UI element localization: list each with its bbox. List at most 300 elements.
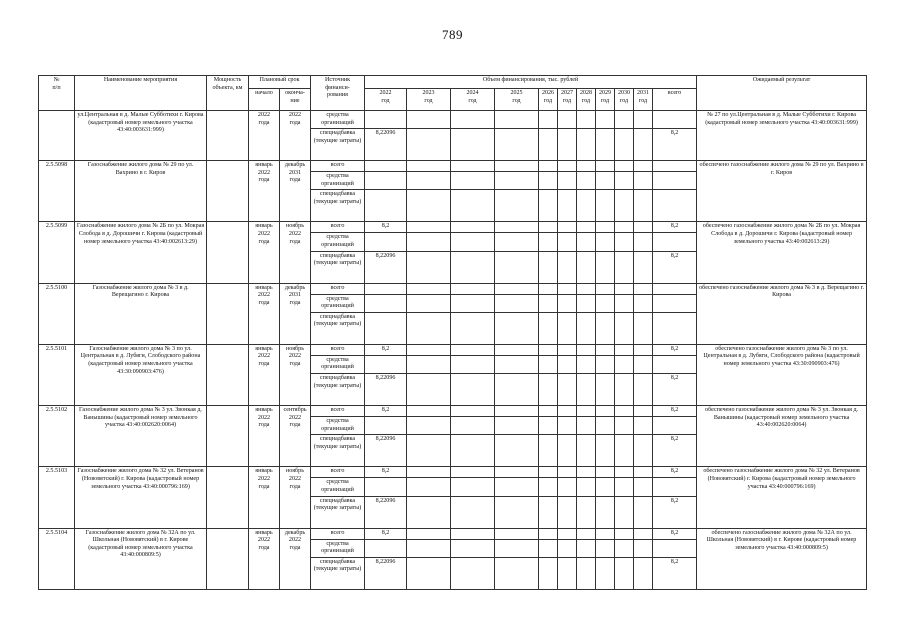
year-value bbox=[558, 129, 577, 161]
year-value: 8,2 bbox=[365, 344, 407, 355]
year-value bbox=[365, 294, 407, 312]
year-value bbox=[451, 528, 495, 539]
year-value bbox=[596, 539, 615, 557]
year-value bbox=[577, 406, 596, 417]
year-value bbox=[634, 172, 653, 190]
measure-name: Газоснабжение жилого дома № 3 по ул. Центральная в д. Лубяги, Слободского района (кадастровый номер земельного участка 43:30:090903:476) bbox=[75, 344, 207, 405]
measure-name: Газоснабжение жилого дома № 3 ул. Звонкая д. Ванышины (кадастровый номер земельного участка 43:40:002620:0064) bbox=[75, 406, 207, 467]
col-term-header: Плановый срок bbox=[249, 76, 311, 89]
year-header: 2028 год bbox=[577, 89, 596, 111]
year-value bbox=[451, 294, 495, 312]
total-value bbox=[653, 111, 697, 129]
year-value bbox=[596, 374, 615, 406]
year-value bbox=[495, 294, 539, 312]
year-value bbox=[634, 374, 653, 406]
year-value bbox=[577, 312, 596, 344]
year-value bbox=[634, 355, 653, 373]
term-start: январь 2022 года bbox=[249, 528, 280, 589]
measure-name: Газоснабжение жилого дома № 32А по ул. Школьная (Нововятский) в г. Кирове (кадастровый номер земельного участка 43:40:000809:5) bbox=[75, 528, 207, 589]
term-end: декабрь 2022 года bbox=[280, 528, 311, 589]
year-value bbox=[577, 161, 596, 172]
col-term-start-header: начало bbox=[249, 89, 280, 111]
year-value bbox=[407, 161, 451, 172]
col-capacity-header: Мощность объекта, км bbox=[207, 76, 249, 111]
total-header: всего bbox=[653, 89, 697, 111]
expected-result: обеспечено газоснабжение жилого дома № 3 ул. Звонкая д. Ванышины (кадастровый номер земельного участка 43:40:002620:0064) bbox=[697, 406, 867, 467]
year-value bbox=[577, 557, 596, 589]
year-value bbox=[407, 251, 451, 283]
source-label: спецнадбавка (текущие затраты) bbox=[311, 129, 365, 161]
year-value bbox=[451, 161, 495, 172]
year-value bbox=[577, 283, 596, 294]
year-value bbox=[495, 467, 539, 478]
year-value bbox=[539, 172, 558, 190]
year-value bbox=[577, 435, 596, 467]
year-value bbox=[615, 222, 634, 233]
year-value bbox=[495, 478, 539, 496]
page-number: 789 bbox=[442, 27, 463, 42]
year-value bbox=[539, 496, 558, 528]
col-result-header: Ожидаемый результат bbox=[697, 76, 867, 111]
year-value bbox=[495, 374, 539, 406]
year-value bbox=[596, 528, 615, 539]
expected-result: обеспечено газоснабжение жилого дома № 3 по ул. Центральная в д. Лубяги, Слободского района (кадастровый номер земельного участка 43:30:090903:476) bbox=[697, 344, 867, 405]
year-value bbox=[577, 222, 596, 233]
year-value bbox=[407, 374, 451, 406]
year-value bbox=[539, 435, 558, 467]
year-value bbox=[577, 355, 596, 373]
year-value bbox=[558, 374, 577, 406]
year-value bbox=[407, 222, 451, 233]
year-value bbox=[615, 374, 634, 406]
year-value bbox=[577, 172, 596, 190]
year-value bbox=[451, 539, 495, 557]
year-value bbox=[596, 355, 615, 373]
source-label: спецнадбавка (текущие затраты) bbox=[311, 496, 365, 528]
year-value bbox=[596, 557, 615, 589]
total-value bbox=[653, 190, 697, 222]
year-value bbox=[495, 233, 539, 251]
source-label: спецнадбавка (текущие затраты) bbox=[311, 557, 365, 589]
term-start: январь 2022 года bbox=[249, 283, 280, 344]
year-header: 2023 год bbox=[407, 89, 451, 111]
year-value bbox=[634, 406, 653, 417]
table-row bbox=[39, 111, 867, 129]
year-value bbox=[451, 496, 495, 528]
row-number: 2.5.5102 bbox=[39, 406, 75, 467]
year-value bbox=[495, 344, 539, 355]
year-value bbox=[495, 222, 539, 233]
total-value: 8,2 bbox=[653, 406, 697, 417]
year-value bbox=[558, 312, 577, 344]
capacity-cell bbox=[207, 283, 249, 344]
source-label: всего bbox=[311, 344, 365, 355]
year-value bbox=[596, 406, 615, 417]
year-value bbox=[615, 435, 634, 467]
expected-result: обеспечено газоснабжение жилого дома № 29 по ул. Вахрино в г. Киров bbox=[697, 161, 867, 222]
total-value bbox=[653, 172, 697, 190]
year-value bbox=[451, 283, 495, 294]
total-value bbox=[653, 283, 697, 294]
total-value: 8,2 bbox=[653, 557, 697, 589]
year-value bbox=[495, 355, 539, 373]
year-value bbox=[596, 417, 615, 435]
year-value bbox=[615, 190, 634, 222]
year-value bbox=[451, 111, 495, 129]
total-value: 8,2 bbox=[653, 435, 697, 467]
expected-result: обеспечено газоснабжение жилого дома № 32А по ул. Школьная (Нововятский) в г. Кирове (кадастровый номер земельного участка 43:40:000809:5) bbox=[697, 528, 867, 589]
year-value bbox=[634, 344, 653, 355]
year-value bbox=[596, 294, 615, 312]
year-value bbox=[577, 528, 596, 539]
year-value bbox=[495, 161, 539, 172]
year-value bbox=[539, 233, 558, 251]
year-value bbox=[365, 190, 407, 222]
total-value: 8,2 bbox=[653, 374, 697, 406]
year-value bbox=[596, 467, 615, 478]
year-value bbox=[539, 528, 558, 539]
year-value bbox=[558, 355, 577, 373]
year-value bbox=[596, 190, 615, 222]
capacity-cell bbox=[207, 222, 249, 283]
source-label: средства организаций bbox=[311, 172, 365, 190]
year-value bbox=[615, 294, 634, 312]
year-value bbox=[495, 251, 539, 283]
year-value bbox=[634, 251, 653, 283]
year-header: 2030 год bbox=[615, 89, 634, 111]
year-value bbox=[615, 111, 634, 129]
total-value bbox=[653, 417, 697, 435]
source-label: спецнадбавка (текущие затраты) bbox=[311, 374, 365, 406]
expected-result: обеспечено газоснабжение жилого дома № 2Б по ул. Мокрая Слобода в д. Дорошичи г. Кирова (кадастровый номер земельного участка 43:40:002613:29) bbox=[697, 222, 867, 283]
source-label: всего bbox=[311, 406, 365, 417]
term-end: декабрь 2031 года bbox=[280, 283, 311, 344]
year-value bbox=[451, 233, 495, 251]
year-value bbox=[365, 355, 407, 373]
capacity-cell bbox=[207, 406, 249, 467]
year-value bbox=[558, 283, 577, 294]
year-value bbox=[365, 539, 407, 557]
year-value bbox=[634, 528, 653, 539]
year-value bbox=[577, 467, 596, 478]
year-value bbox=[558, 172, 577, 190]
year-value bbox=[451, 478, 495, 496]
year-value bbox=[407, 539, 451, 557]
year-value bbox=[407, 294, 451, 312]
year-value bbox=[634, 129, 653, 161]
source-label: всего bbox=[311, 161, 365, 172]
col-volume-header: Объем финансирования, тыс. рублей bbox=[365, 76, 697, 89]
year-value bbox=[365, 111, 407, 129]
year-value bbox=[615, 233, 634, 251]
total-value bbox=[653, 312, 697, 344]
total-value: 8,2 bbox=[653, 467, 697, 478]
year-value bbox=[558, 294, 577, 312]
year-value bbox=[451, 172, 495, 190]
year-value: 8,2 bbox=[365, 406, 407, 417]
table-header bbox=[39, 76, 867, 111]
year-value bbox=[596, 222, 615, 233]
year-value bbox=[634, 478, 653, 496]
year-value bbox=[615, 539, 634, 557]
table-row bbox=[39, 222, 867, 233]
term-end: декабрь 2031 года bbox=[280, 161, 311, 222]
year-value bbox=[495, 172, 539, 190]
term-start: январь 2022 года bbox=[249, 222, 280, 283]
source-label: спецнадбавка (текущие затраты) bbox=[311, 435, 365, 467]
year-value bbox=[615, 557, 634, 589]
row-number: 2.5.5099 bbox=[39, 222, 75, 283]
year-value bbox=[451, 406, 495, 417]
year-value bbox=[407, 129, 451, 161]
capacity-cell bbox=[207, 344, 249, 405]
year-value bbox=[577, 111, 596, 129]
year-value bbox=[539, 283, 558, 294]
year-value bbox=[615, 172, 634, 190]
year-value bbox=[539, 539, 558, 557]
measure-name: Газоснабжение жилого дома № 32 ул. Ветеранов (Нововятский) г. Кирова (кадастровый номер земельного участка 43:40:000796:169) bbox=[75, 467, 207, 528]
year-value: 8,2 bbox=[365, 222, 407, 233]
year-value: 8,22096 bbox=[365, 496, 407, 528]
year-value bbox=[634, 417, 653, 435]
total-value bbox=[653, 233, 697, 251]
year-value bbox=[577, 294, 596, 312]
year-value bbox=[577, 344, 596, 355]
year-value bbox=[577, 190, 596, 222]
year-value bbox=[539, 161, 558, 172]
year-value bbox=[558, 161, 577, 172]
measure-name: Газоснабжение жилого дома № 29 по ул. Вахрино в г. Киров bbox=[75, 161, 207, 222]
total-value bbox=[653, 478, 697, 496]
source-label: средства организаций bbox=[311, 355, 365, 373]
year-value: 8,22096 bbox=[365, 435, 407, 467]
year-value bbox=[407, 111, 451, 129]
year-value bbox=[495, 406, 539, 417]
table-row bbox=[39, 161, 867, 172]
year-value bbox=[407, 435, 451, 467]
year-value bbox=[558, 496, 577, 528]
year-value bbox=[451, 435, 495, 467]
expected-result: № 27 по ул.Центральная в д. Малые Субботихи г. Кирова (кадастровый номер земельного участка 43:40:003631:999) bbox=[697, 111, 867, 161]
year-value bbox=[365, 172, 407, 190]
source-label: средства организаций bbox=[311, 233, 365, 251]
term-end: 2022 года bbox=[280, 111, 311, 161]
year-value bbox=[634, 161, 653, 172]
measure-name: ул.Центральная в д. Малые Субботихи г. Кирова (кадастровый номер земельного участка 43:40:003631:999) bbox=[75, 111, 207, 161]
capacity-cell bbox=[207, 111, 249, 161]
row-number: 2.5.5104 bbox=[39, 528, 75, 589]
source-label: средства организаций bbox=[311, 539, 365, 557]
source-label: средства организаций bbox=[311, 417, 365, 435]
year-value bbox=[451, 467, 495, 478]
year-value bbox=[539, 294, 558, 312]
year-value bbox=[495, 435, 539, 467]
year-value bbox=[451, 190, 495, 222]
col-name-header: Наименование мероприятия bbox=[75, 76, 207, 111]
year-header: 2026 год bbox=[539, 89, 558, 111]
year-value bbox=[615, 129, 634, 161]
year-value bbox=[634, 111, 653, 129]
year-value bbox=[495, 283, 539, 294]
table-row bbox=[39, 528, 867, 539]
year-value bbox=[558, 344, 577, 355]
source-label: средства организаций bbox=[311, 111, 365, 129]
total-value: 8,2 bbox=[653, 344, 697, 355]
year-value bbox=[451, 129, 495, 161]
year-value bbox=[634, 467, 653, 478]
year-value bbox=[495, 111, 539, 129]
year-value bbox=[495, 312, 539, 344]
year-value bbox=[596, 435, 615, 467]
year-value bbox=[495, 496, 539, 528]
year-value bbox=[365, 161, 407, 172]
year-value bbox=[577, 374, 596, 406]
term-end: сентябрь 2022 года bbox=[280, 406, 311, 467]
year-value bbox=[558, 111, 577, 129]
total-value bbox=[653, 355, 697, 373]
year-value bbox=[365, 233, 407, 251]
year-header: 2024 год bbox=[451, 89, 495, 111]
source-label: спецнадбавка (текущие затраты) bbox=[311, 312, 365, 344]
col-term-end-header: оконча- ние bbox=[280, 89, 311, 111]
year-value bbox=[539, 478, 558, 496]
year-value bbox=[539, 222, 558, 233]
year-value bbox=[539, 312, 558, 344]
total-value: 8,2 bbox=[653, 496, 697, 528]
year-value bbox=[539, 129, 558, 161]
year-value bbox=[407, 283, 451, 294]
total-value bbox=[653, 539, 697, 557]
total-value: 8,2 bbox=[653, 251, 697, 283]
total-value: 8,2 bbox=[653, 528, 697, 539]
year-value bbox=[615, 161, 634, 172]
year-value bbox=[577, 478, 596, 496]
year-value bbox=[634, 222, 653, 233]
year-value bbox=[451, 344, 495, 355]
year-value bbox=[558, 417, 577, 435]
year-value bbox=[596, 129, 615, 161]
source-label: всего bbox=[311, 528, 365, 539]
year-value bbox=[615, 344, 634, 355]
year-value bbox=[365, 417, 407, 435]
source-label: спецнадбавка (текущие затраты) bbox=[311, 190, 365, 222]
year-value bbox=[634, 312, 653, 344]
year-value bbox=[558, 539, 577, 557]
year-value: 8,22096 bbox=[365, 557, 407, 589]
capacity-cell bbox=[207, 528, 249, 589]
year-value bbox=[407, 172, 451, 190]
year-value bbox=[407, 417, 451, 435]
year-value bbox=[407, 355, 451, 373]
year-value bbox=[577, 251, 596, 283]
year-value bbox=[615, 478, 634, 496]
year-value bbox=[407, 190, 451, 222]
table-body bbox=[39, 111, 867, 590]
year-value bbox=[495, 528, 539, 539]
col-source-header: Источник финанси- рования bbox=[311, 76, 365, 111]
measure-name: Газоснабжение жилого дома № 2Б по ул. Мокрая Слобода в д. Дорошичи г. Кирова (кадастровый номер земельного участка 43:40:002613:29) bbox=[75, 222, 207, 283]
term-start: январь 2022 года bbox=[249, 161, 280, 222]
year-value bbox=[451, 374, 495, 406]
year-value bbox=[539, 406, 558, 417]
year-value bbox=[407, 478, 451, 496]
year-value bbox=[634, 557, 653, 589]
year-value: 8,22096 bbox=[365, 374, 407, 406]
year-value bbox=[558, 251, 577, 283]
year-header: 2025 год bbox=[495, 89, 539, 111]
year-value bbox=[615, 251, 634, 283]
year-value bbox=[495, 190, 539, 222]
year-value bbox=[558, 467, 577, 478]
table-row bbox=[39, 467, 867, 478]
measure-name: Газоснабжение жилого дома № 3 в д. Верещагино г. Кирова bbox=[75, 283, 207, 344]
year-value bbox=[596, 496, 615, 528]
year-value bbox=[596, 478, 615, 496]
year-value bbox=[558, 233, 577, 251]
year-value bbox=[577, 539, 596, 557]
year-value bbox=[634, 294, 653, 312]
year-value bbox=[615, 417, 634, 435]
year-value bbox=[558, 190, 577, 222]
year-value bbox=[634, 190, 653, 222]
year-value bbox=[577, 233, 596, 251]
year-value bbox=[577, 496, 596, 528]
year-value bbox=[615, 406, 634, 417]
year-value bbox=[615, 467, 634, 478]
table-row bbox=[39, 406, 867, 417]
total-value: 8,2 bbox=[653, 222, 697, 233]
capacity-cell bbox=[207, 161, 249, 222]
year-value bbox=[596, 344, 615, 355]
year-value bbox=[558, 222, 577, 233]
year-value bbox=[539, 467, 558, 478]
year-value bbox=[558, 528, 577, 539]
year-value bbox=[596, 172, 615, 190]
financing-table bbox=[38, 75, 867, 590]
year-value bbox=[539, 355, 558, 373]
year-value bbox=[407, 528, 451, 539]
year-value bbox=[634, 496, 653, 528]
row-number: 2.5.5098 bbox=[39, 161, 75, 222]
total-value: 8,2 bbox=[653, 129, 697, 161]
source-label: средства организаций bbox=[311, 294, 365, 312]
year-value bbox=[615, 283, 634, 294]
year-value bbox=[539, 190, 558, 222]
year-value bbox=[539, 251, 558, 283]
capacity-cell bbox=[207, 467, 249, 528]
term-end: ноябрь 2022 года bbox=[280, 344, 311, 405]
term-start: январь 2022 года bbox=[249, 344, 280, 405]
year-value: 8,2 bbox=[365, 528, 407, 539]
row-number: 2.5.5100 bbox=[39, 283, 75, 344]
year-value bbox=[539, 111, 558, 129]
year-value bbox=[495, 557, 539, 589]
year-value bbox=[615, 312, 634, 344]
year-value bbox=[577, 417, 596, 435]
source-label: всего bbox=[311, 467, 365, 478]
year-header: 2029 год bbox=[596, 89, 615, 111]
year-value bbox=[577, 129, 596, 161]
year-value bbox=[407, 233, 451, 251]
year-value bbox=[615, 496, 634, 528]
term-start: январь 2022 года bbox=[249, 467, 280, 528]
year-value bbox=[539, 417, 558, 435]
year-value bbox=[596, 283, 615, 294]
term-end: ноябрь 2022 года bbox=[280, 222, 311, 283]
term-start: 2022 года bbox=[249, 111, 280, 161]
year-header: 2031 год bbox=[634, 89, 653, 111]
year-value: 8,22096 bbox=[365, 129, 407, 161]
